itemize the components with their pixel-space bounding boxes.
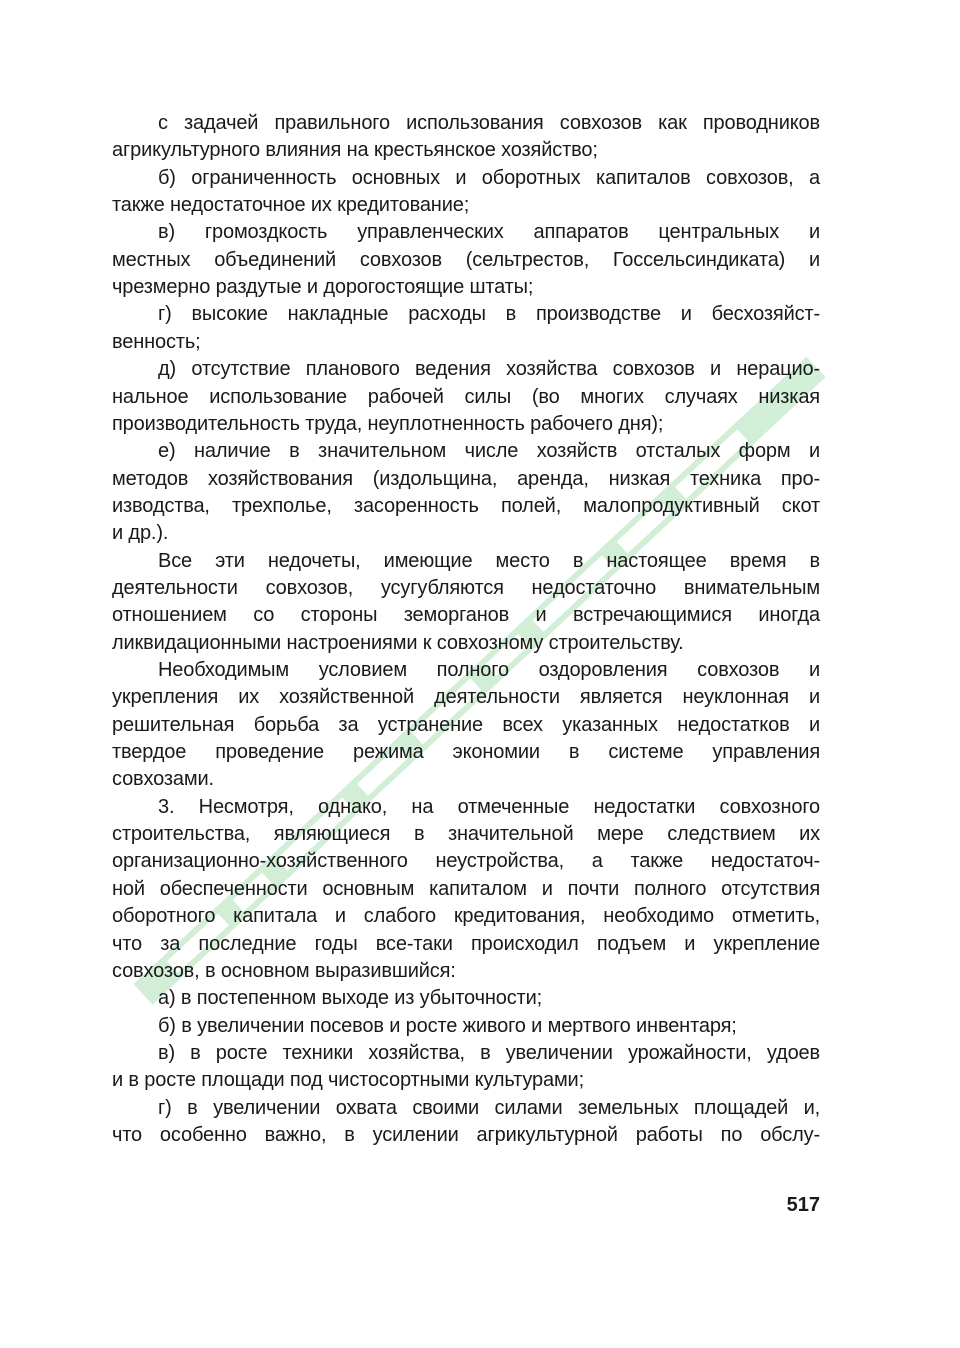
text-line: ликвидационными настроениями к совхозному строительству. — [112, 631, 684, 654]
text-line: что за последние годы все-таки происходил подъем и укрепление — [112, 932, 820, 955]
text-line: венность; — [112, 330, 201, 353]
text-line: и в росте площади под чистосортными культурами; — [112, 1069, 584, 1092]
text-line: строительства, являющиеся в значительной мере следствием их — [112, 823, 820, 846]
text-line: нальное использование рабочей силы (во многих случаях низкая — [112, 385, 820, 408]
text-line: деятельности совхозов, усугубляются недостаточно внимательным — [112, 576, 820, 599]
text-line: изводства, трехполье, засоренность полей, малопродуктивный скот — [112, 494, 820, 517]
text-line: г) в увеличении охвата своими силами земельных площадей и, — [158, 1096, 820, 1119]
text-line: что особенно важно, в усилении агрикультурной работы по обслу- — [112, 1123, 820, 1146]
text-line: с задачей правильного использования совхозов как проводников — [158, 112, 820, 134]
page-number: 517 — [786, 1194, 820, 1216]
text-line: Все эти недочеты, имеющие место в настоящее время в — [158, 549, 820, 572]
text-line: отношением со стороны земорганов и встречающимися иногда — [112, 604, 820, 627]
text-line: методов хозяйствования (издольщина, аренда, низкая техника про- — [112, 467, 820, 490]
text-line: укрепления их хозяйственной деятельности является неуклонная и — [112, 686, 820, 709]
text-line: е) наличие в значительном числе хозяйств отсталых форм и — [158, 440, 820, 463]
text-line: местных объединений совхозов (сельтрестов, Госсельсиндиката) и — [112, 248, 820, 271]
text-line: 3. Несмотря, однако, на отмеченные недостатки совхозного — [158, 795, 820, 818]
text-line: в) в росте техники хозяйства, в увеличении урожайности, удоев — [158, 1041, 820, 1064]
text-line: и др.). — [112, 522, 169, 545]
text-line: совхозами. — [112, 768, 214, 791]
text-line: д) отсутствие планового ведения хозяйства совхозов и нерацио- — [158, 358, 820, 381]
text-line: Необходимым условием полного оздоровления совхозов и — [158, 659, 820, 681]
text-line: твердое проведение режима экономии в системе управления — [112, 741, 820, 764]
text-line: а) в постепенном выходе из убыточности; — [158, 987, 543, 1010]
text-line: б) ограниченность основных и оборотных капиталов совхозов, а — [158, 166, 820, 189]
text-line: совхозов, в основном выразившийся: — [112, 959, 456, 982]
text-line: организационно-хозяйственного неустройства, а также недостаточ- — [112, 850, 820, 873]
text-line: также недостаточное их кредитование; — [112, 194, 470, 217]
text-line: оборотного капитала и слабого кредитования, необходимо отметить, — [112, 905, 820, 928]
text-line: ной обеспеченности основным капиталом и почти полного отсутствия — [112, 877, 820, 900]
text-line: б) в увеличении посевов и росте живого и мертвого инвентаря; — [158, 1014, 737, 1037]
text-line: в) громоздкость управленческих аппаратов центральных и — [158, 221, 820, 244]
text-line: производительность труда, неуплотненность рабочего дня); — [112, 412, 664, 435]
text-line: г) высокие накладные расходы в производстве и бесхозяйст- — [158, 303, 820, 326]
text-line: решительная борьба за устранение всех указанных недостатков и — [112, 713, 820, 736]
text-line: чрезмерно раздутые и дорогостоящие штаты; — [112, 276, 534, 299]
text-line: агрикультурного влияния на крестьянское хозяйство; — [112, 139, 598, 162]
